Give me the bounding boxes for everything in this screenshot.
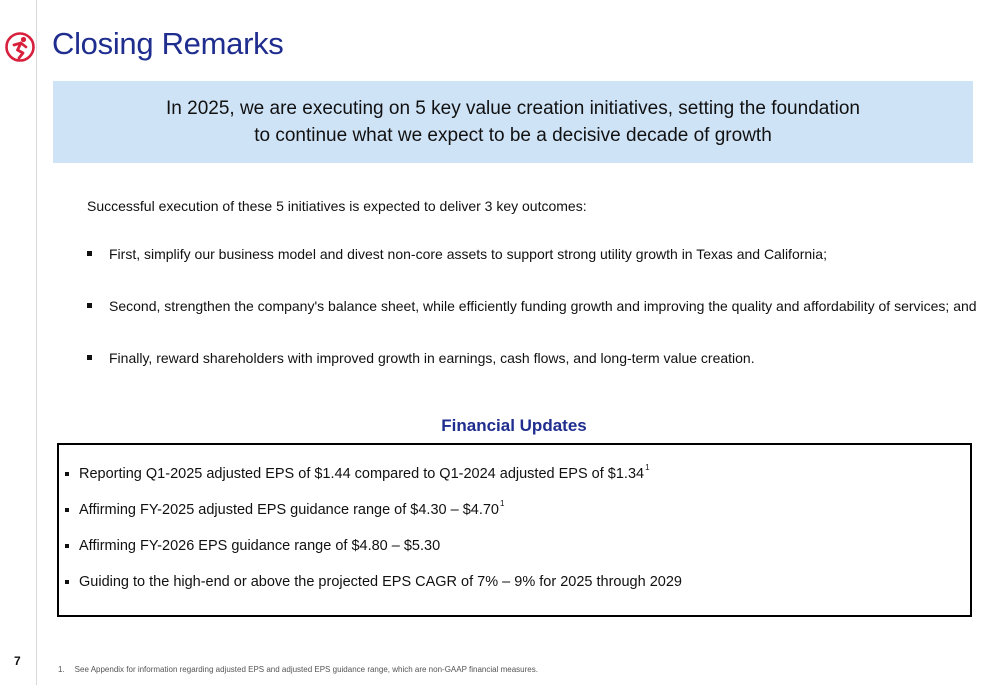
outcomes-intro: Successful execution of these 5 initiatives is expected to deliver 3 key outcomes: <box>87 198 587 214</box>
financial-updates-list <box>65 463 682 610</box>
outcome-item <box>87 298 977 350</box>
financial-update-item <box>65 574 682 610</box>
banner-line-1: In 2025, we are executing on 5 key value creation initiatives, setting the foundation <box>166 98 860 119</box>
outcome-item <box>87 246 977 298</box>
financial-update-text: Reporting Q1-2025 adjusted EPS of $1.44 compared to Q1-2024 adjusted EPS of $1.34 <box>79 466 645 482</box>
financial-update-text: Guiding to the high-end or above the projected EPS CAGR of 7% – 9% for 2025 through 2029 <box>79 574 682 590</box>
bullet-square-icon <box>87 303 92 308</box>
footnote-text: See Appendix for information regarding adjusted EPS and adjusted EPS guidance range, which are non-GAAP financial measures. <box>74 665 538 674</box>
footnote-marker: 1 <box>645 463 650 472</box>
outcome-item <box>87 350 977 402</box>
company-logo-icon <box>4 31 36 63</box>
left-margin-rule <box>36 0 37 685</box>
page-number: 7 <box>14 654 21 668</box>
bullet-square-icon <box>87 355 92 360</box>
bullet-square-icon <box>65 544 69 548</box>
outcome-text: Finally, reward shareholders with improved growth in earnings, cash flows, and long-term value creation. <box>109 350 755 366</box>
outcome-text: Second, strengthen the company's balance sheet, while efficiently funding growth and improving the quality and affordability of services; and <box>109 298 977 314</box>
footnote-number: 1. <box>58 665 65 674</box>
financial-update-text: Affirming FY-2025 adjusted EPS guidance range of $4.30 – $4.70 <box>79 502 499 518</box>
bullet-square-icon <box>87 251 92 256</box>
footnote-marker: 1 <box>500 499 505 508</box>
financial-update-item <box>65 463 682 502</box>
financial-update-item <box>65 538 682 574</box>
financial-updates-heading: Financial Updates <box>441 416 587 435</box>
financial-update-text: Affirming FY-2026 EPS guidance range of $4.80 – $5.30 <box>79 538 441 554</box>
page-title: Closing Remarks <box>52 26 284 61</box>
outcome-text: First, simplify our business model and divest non-core assets to support strong utility growth in Texas and California; <box>109 246 827 262</box>
bullet-square-icon <box>65 508 69 512</box>
banner-line-2: to continue what we expect to be a decisive decade of growth <box>254 125 772 146</box>
footnote <box>58 665 538 674</box>
bullet-square-icon <box>65 472 69 476</box>
outcomes-list <box>87 246 977 402</box>
headline-banner <box>53 81 973 163</box>
financial-update-item <box>65 499 682 538</box>
financial-updates-box <box>57 443 972 617</box>
bullet-square-icon <box>65 580 69 584</box>
